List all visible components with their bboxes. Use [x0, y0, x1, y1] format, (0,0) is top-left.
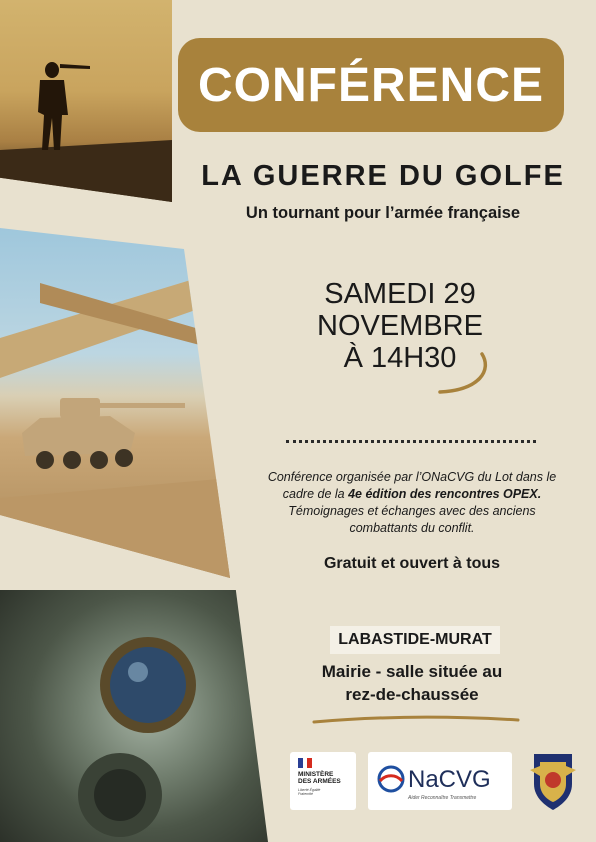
dotted-divider — [286, 440, 536, 443]
date-line-3: À 14H30 — [343, 342, 457, 374]
description-part-2: Témoignages et échanges avec des anciens combattants du conflit. — [288, 504, 536, 535]
onacvg-emblem-icon — [376, 764, 406, 794]
ministere-armees-logo — [290, 752, 356, 810]
venue-text — [262, 660, 562, 706]
ministere-line-1: MINISTÈRE — [298, 771, 334, 778]
decorative-swoosh — [420, 350, 500, 400]
ministere-line-2: DES ARMÉES — [298, 778, 341, 785]
conference-banner: CONFÉRENCE — [178, 38, 564, 132]
free-entry-text: Gratuit et ouvert à tous — [323, 555, 501, 572]
onacvg-tagline: Aider Reconnaître Transmettre — [408, 795, 477, 801]
departmental-crest-icon — [530, 750, 576, 812]
town-label: LABASTIDE-MURAT — [330, 626, 500, 654]
venue-line-1: Mairie - salle située au — [321, 662, 503, 681]
decorative-underline — [312, 712, 522, 726]
event-description — [262, 469, 562, 537]
description-part-1: Conférence organisée par l’ONaCVG du Lot dans le cadre de la — [267, 470, 557, 501]
event-subtitle: Un tournant pour l’armée française — [245, 204, 521, 222]
french-flag-icon — [298, 758, 312, 768]
venue-line-2: rez-de-chaussée — [345, 685, 479, 704]
ministere-name — [298, 771, 341, 785]
photo-soldier-desert — [0, 0, 172, 202]
event-title: LA GUERRE DU GOLFE — [201, 160, 565, 192]
onacvg-name: NaCVG — [408, 766, 491, 793]
photo-gas-mask — [0, 590, 268, 842]
event-date — [250, 278, 550, 374]
onacvg-logo — [368, 752, 512, 810]
date-line-1: SAMEDI 29 — [324, 278, 476, 310]
description-highlight: 4e édition des rencontres OPEX. — [348, 487, 542, 501]
ministere-motto: Liberté Égalité Fraternité — [298, 788, 321, 796]
photo-armored-vehicle — [0, 228, 230, 578]
date-line-2: NOVEMBRE — [317, 310, 483, 342]
